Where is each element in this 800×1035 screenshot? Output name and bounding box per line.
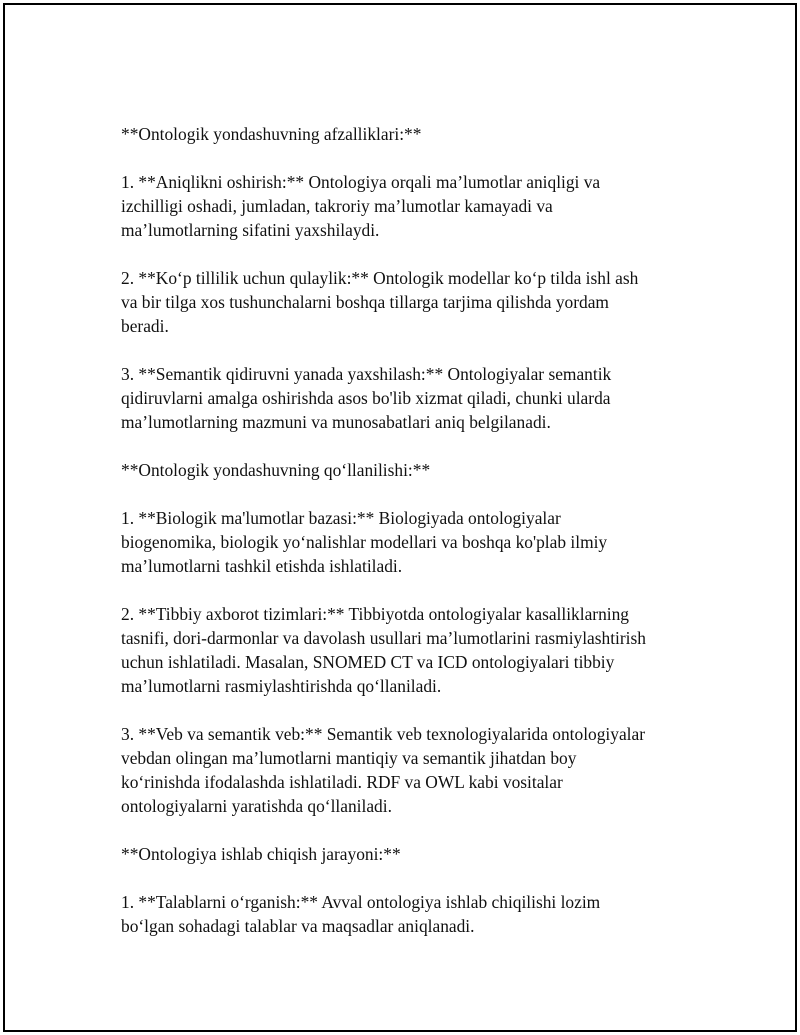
text-line: **Ontologik yondashuvning qoʻllanilishi:** (121, 460, 431, 480)
text-line: 2. **Tibbiy axborot tizimlari:** Tibbiyotda ontologiyalar kasalliklarning (121, 604, 630, 624)
page-frame (3, 3, 797, 1032)
section-heading-applications (121, 458, 701, 482)
text-line: **Ontologiya ishlab chiqish jarayoni:** (121, 844, 401, 864)
text-line: tasnifi, dori-darmonlar va davolash usullari ma’lumotlarini rasmiylashtirish (121, 628, 646, 648)
text-line: ma’lumotlarning mazmuni va munosabatlari aniq belgilanadi. (121, 412, 551, 432)
text-line: beradi. (121, 316, 169, 336)
text-line: **Ontologik yondashuvning afzalliklari:** (121, 124, 422, 144)
document-body (121, 122, 701, 962)
list-item-requirements (121, 890, 701, 938)
text-line: ma’lumotlarning sifatini yaxshilaydi. (121, 220, 380, 240)
list-item-semantic-web (121, 722, 701, 818)
text-line: biogenomika, biologik yoʻnalishlar modellari va boshqa ko'plab ilmiy (121, 532, 608, 552)
text-line: 1. **Talablarni oʻrganish:** Avval ontologiya ishlab chiqilishi lozim (121, 892, 601, 912)
text-line: 1. **Aniqlikni oshirish:** Ontologiya orqali ma’lumotlar aniqligi va (121, 172, 601, 192)
text-line: koʻrinishda ifodalashda ishlatiladi. RDF va OWL kabi vositalar (121, 772, 563, 792)
section-heading-development-process (121, 842, 701, 866)
text-line: izchilligi oshadi, jumladan, takroriy ma’lumotlar kamayadi va (121, 196, 553, 216)
list-item-biological-db (121, 506, 701, 578)
text-line: ma’lumotlarni rasmiylashtirishda qoʻllaniladi. (121, 676, 442, 696)
text-line: 3. **Veb va semantik veb:** Semantik veb texnologiyalarida ontologiyalar (121, 724, 646, 744)
text-line: ma’lumotlarni tashkil etishda ishlatiladi. (121, 556, 403, 576)
section-heading-advantages (121, 122, 701, 146)
text-line: qidiruvlarni amalga oshirishda asos bo'lib xizmat qiladi, chunki ularda (121, 388, 611, 408)
text-line: uchun ishlatiladi. Masalan, SNOMED CT va ICD ontologiyalari tibbiy (121, 652, 615, 672)
text-line: ontologiyalarni yaratishda qoʻllaniladi. (121, 796, 392, 816)
text-line: 2. **Koʻp tillilik uchun qulaylik:** Ontologik modellar koʻp tilda ishl ash (121, 268, 639, 288)
list-item-accuracy (121, 170, 701, 242)
text-line: boʻlgan sohadagi talablar va maqsadlar aniqlanadi. (121, 916, 475, 936)
text-line: va bir tilga xos tushunchalarni boshqa tillarga tarjima qilishda yordam (121, 292, 609, 312)
text-line: 3. **Semantik qidiruvni yanada yaxshilash:** Ontologiyalar semantik (121, 364, 612, 384)
list-item-multilingual (121, 266, 701, 338)
list-item-medical-systems (121, 602, 701, 698)
text-line: vebdan olingan ma’lumotlarni mantiqiy va semantik jihatdan boy (121, 748, 577, 768)
text-line: 1. **Biologik ma'lumotlar bazasi:** Biologiyada ontologiyalar (121, 508, 561, 528)
list-item-semantic-search (121, 362, 701, 434)
